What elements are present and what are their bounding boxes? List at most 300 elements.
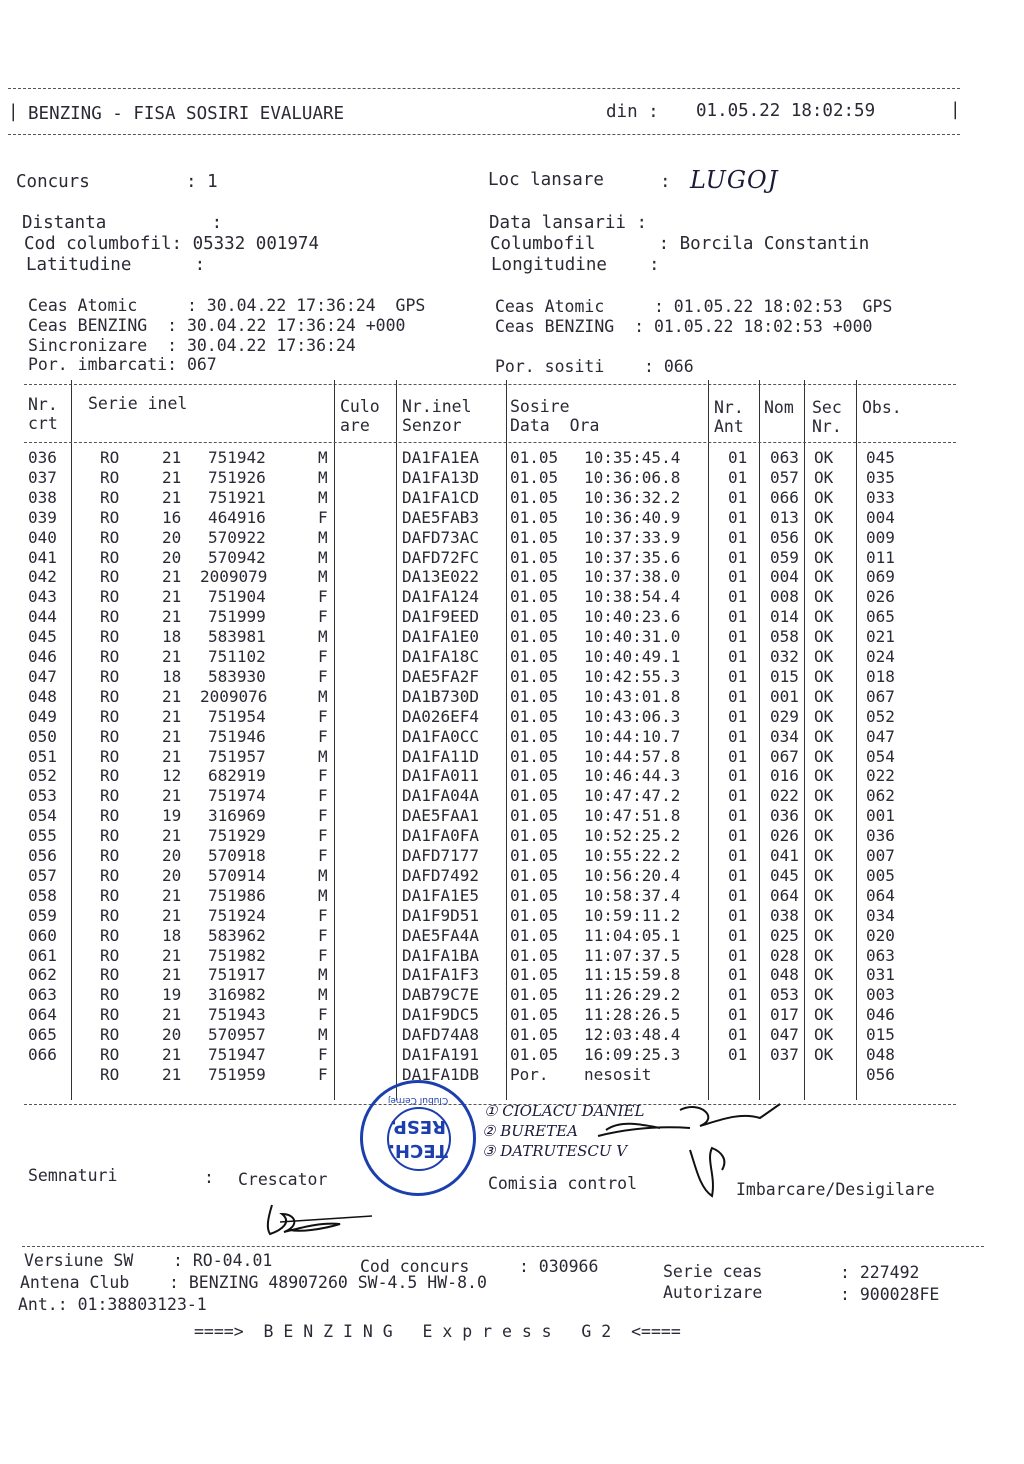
cell-ring-country: RO	[100, 925, 120, 945]
cell-arrival-date: 01.05	[510, 1025, 559, 1045]
cell-antenna: 01	[728, 547, 748, 567]
cell-arrival-date: 01.05	[510, 885, 559, 905]
cell-arrival-time: 10:36:32.2	[584, 487, 681, 507]
cell-observation: 069	[866, 567, 895, 587]
cell-arrival-time: 10:35:45.4	[584, 448, 681, 467]
cell-arrival-date: 01.05	[510, 686, 559, 706]
cell-sensor-id: DA026EF4	[402, 706, 480, 726]
cell-sensor-id: DAE5FA2F	[402, 666, 480, 686]
cell-row-nr: 036	[28, 448, 57, 467]
cell-ring-number: 464916	[208, 507, 266, 527]
cod-concurs: Cod concurs : 030966	[360, 1257, 599, 1276]
autorizare-label: Autorizare	[663, 1283, 763, 1302]
cell-arrival-date: 01.05	[510, 846, 559, 865]
cell-ring-country: RO	[100, 746, 120, 766]
cell-sensor-id: DA1FA191	[402, 1045, 480, 1064]
cell-sensor-id: DA1FA0CC	[402, 726, 480, 746]
cell-nominal: 047	[770, 1025, 799, 1045]
cell-row-nr: 056	[28, 846, 57, 865]
antena-club: Antena Club : BENZING 48907260 SW-4.5 HW-8.0	[20, 1273, 487, 1292]
cell-sex: F	[318, 587, 328, 607]
cell-antenna: 01	[728, 1005, 748, 1025]
cell-security: OK	[814, 1025, 834, 1045]
cell-ring-number: 751954	[208, 706, 266, 726]
cell-ring-year: 19	[162, 806, 182, 826]
loc-lansare-label: Loc lansare	[488, 170, 604, 190]
cell-sex: M	[318, 1025, 328, 1045]
cell-security: OK	[814, 666, 834, 686]
cell-sex: F	[318, 507, 328, 527]
crescator-label: Crescator	[238, 1170, 328, 1189]
cell-arrival-date: 01.05	[510, 985, 559, 1005]
data-lansarii-label: Data lansarii :	[489, 213, 648, 233]
cell-arrival-time: 10:42:55.3	[584, 666, 681, 686]
cell-ring-year: 21	[162, 945, 182, 965]
cell-row-nr: 054	[28, 806, 57, 826]
ceas-benzing-end: Ceas BENZING : 01.05.22 18:02:53 +000	[495, 317, 873, 336]
cell-observation: 056	[866, 1064, 895, 1084]
cell-sex: F	[318, 905, 328, 925]
cell-antenna: 01	[728, 766, 748, 786]
autorizare-value: : 900028FE	[840, 1285, 940, 1304]
header-sec-2: Nr.	[812, 417, 842, 436]
cell-arrival-time: nesosit	[584, 1064, 652, 1084]
cell-security: OK	[814, 527, 834, 547]
cell-ring-country: RO	[100, 885, 120, 905]
cell-ring-number: 751926	[208, 467, 266, 487]
sincronizare: Sincronizare : 30.04.22 17:36:24	[28, 336, 356, 355]
serie-ceas-value: : 227492	[840, 1263, 920, 1282]
cell-ring-number: 583981	[208, 627, 266, 647]
header-nr: Nr.	[28, 395, 58, 414]
cell-sex: F	[318, 806, 328, 826]
cell-antenna: 01	[728, 607, 748, 627]
cell-ring-number: 751917	[208, 965, 266, 985]
cell-observation: 005	[866, 865, 895, 885]
cell-ring-year: 21	[162, 467, 182, 487]
versiune-sw: Versiune SW : RO-04.01	[24, 1251, 273, 1270]
cell-row-nr: 042	[28, 567, 57, 587]
cell-arrival-time: 10:43:01.8	[584, 686, 681, 706]
cell-sex: F	[318, 666, 328, 686]
cell-ring-country: RO	[100, 846, 120, 865]
cell-ring-year: 21	[162, 905, 182, 925]
cell-sex: F	[318, 706, 328, 726]
cell-sensor-id: DA1FA11D	[402, 746, 480, 766]
cell-security: OK	[814, 865, 834, 885]
cell-nominal: 013	[770, 507, 799, 527]
cell-arrival-time: 10:44:57.8	[584, 746, 681, 766]
cell-arrival-time: 10:44:10.7	[584, 726, 681, 746]
cell-ring-country: RO	[100, 1045, 120, 1064]
cell-sex: F	[318, 766, 328, 786]
cell-nominal: 041	[770, 846, 799, 865]
cell-arrival-time: 11:15:59.8	[584, 965, 681, 985]
cell-nominal: 063	[770, 448, 799, 467]
cell-observation: 045	[866, 448, 895, 467]
cell-nominal: 038	[770, 905, 799, 925]
cell-arrival-date: 01.05	[510, 806, 559, 826]
cell-arrival-date: 01.05	[510, 627, 559, 647]
cell-nominal: 022	[770, 786, 799, 806]
cell-arrival-date: 01.05	[510, 1045, 559, 1064]
cell-observation: 018	[866, 666, 895, 686]
cell-ring-country: RO	[100, 686, 120, 706]
cell-antenna: 01	[728, 507, 748, 527]
cell-ring-year: 21	[162, 567, 182, 587]
cell-security: OK	[814, 985, 834, 1005]
cell-ring-year: 21	[162, 746, 182, 766]
cell-observation: 015	[866, 1025, 895, 1045]
cell-arrival-time: 10:58:37.4	[584, 885, 681, 905]
cell-row-nr: 045	[28, 627, 57, 647]
cell-ring-year: 20	[162, 846, 182, 865]
cell-row-nr: 058	[28, 885, 57, 905]
cell-row-nr: 037	[28, 467, 57, 487]
cell-ring-number: 751957	[208, 746, 266, 766]
cell-ring-year: 18	[162, 925, 182, 945]
cell-nominal: 016	[770, 766, 799, 786]
cell-nominal: 001	[770, 686, 799, 706]
cell-row-nr: 057	[28, 865, 57, 885]
cell-arrival-time: 11:28:26.5	[584, 1005, 681, 1025]
cell-ring-number: 2009076	[200, 686, 268, 706]
cell-security: OK	[814, 746, 834, 766]
por-imbarcati: Por. imbarcati: 067	[28, 355, 217, 374]
cell-arrival-time: 10:46:44.3	[584, 766, 681, 786]
cell-nominal: 048	[770, 965, 799, 985]
cell-arrival-time: 10:55:22.2	[584, 846, 681, 865]
cell-arrival-time: 10:40:23.6	[584, 607, 681, 627]
cell-sensor-id: DAFD72FC	[402, 547, 480, 567]
cell-security: OK	[814, 846, 834, 865]
header-din-label: din :	[606, 102, 659, 122]
header-data-ora: Data Ora	[510, 416, 600, 435]
cell-arrival-date: 01.05	[510, 786, 559, 806]
cell-ring-number: 583962	[208, 925, 266, 945]
header-left-bar: |	[8, 102, 19, 122]
cell-row-nr: 064	[28, 1005, 57, 1025]
cell-arrival-date: 01.05	[510, 607, 559, 627]
cell-ring-number: 751982	[208, 945, 266, 965]
cell-security: OK	[814, 706, 834, 726]
cell-ring-number: 751904	[208, 587, 266, 607]
antena-id: Ant.: 01:38803123-1	[18, 1295, 207, 1314]
cell-sex: M	[318, 965, 328, 985]
cell-observation: 011	[866, 547, 895, 567]
cell-sex: M	[318, 686, 328, 706]
cell-ring-year: 21	[162, 706, 182, 726]
cell-ring-country: RO	[100, 647, 120, 666]
cell-sensor-id: DA1FA1F3	[402, 965, 480, 985]
cell-nominal: 017	[770, 1005, 799, 1025]
cell-observation: 046	[866, 1005, 895, 1025]
cell-antenna: 01	[728, 726, 748, 746]
cell-ring-number: 2009079	[200, 567, 268, 587]
cell-arrival-time: 11:07:37.5	[584, 945, 681, 965]
cell-security: OK	[814, 925, 834, 945]
header-nom: Nom	[764, 398, 794, 417]
cell-arrival-time: 11:26:29.2	[584, 985, 681, 1005]
cell-observation: 009	[866, 527, 895, 547]
cell-ring-number: 570922	[208, 527, 266, 547]
cell-ring-number: 751102	[208, 647, 266, 666]
cell-sex: M	[318, 885, 328, 905]
loc-lansare-colon: :	[660, 172, 671, 192]
cell-sensor-id: DAFD7177	[402, 846, 480, 865]
cell-ring-number: 570957	[208, 1025, 266, 1045]
cell-sensor-id: DAE5FA4A	[402, 925, 480, 945]
cell-row-nr: 050	[28, 726, 57, 746]
cell-arrival-date: 01.05	[510, 746, 559, 766]
cell-ring-number: 751999	[208, 607, 266, 627]
cell-antenna: 01	[728, 448, 748, 467]
cell-ring-number: 751947	[208, 1045, 266, 1064]
cell-row-nr: 049	[28, 706, 57, 726]
cell-observation: 031	[866, 965, 895, 985]
cell-antenna: 01	[728, 945, 748, 965]
cell-nominal: 029	[770, 706, 799, 726]
cell-ring-number: 751924	[208, 905, 266, 925]
cell-arrival-time: 12:03:48.4	[584, 1025, 681, 1045]
cell-antenna: 01	[728, 467, 748, 487]
cell-sex: F	[318, 647, 328, 666]
cell-row-nr: 043	[28, 587, 57, 607]
cell-sex: M	[318, 985, 328, 1005]
cell-observation: 062	[866, 786, 895, 806]
cell-sex: F	[318, 1064, 328, 1084]
cell-nominal: 008	[770, 587, 799, 607]
cell-sensor-id: DA1FA1CD	[402, 487, 480, 507]
ceas-atomic-end: Ceas Atomic : 01.05.22 18:02:53 GPS	[495, 297, 893, 316]
cell-ring-year: 20	[162, 865, 182, 885]
cell-security: OK	[814, 885, 834, 905]
cell-arrival-date: 01.05	[510, 945, 559, 965]
longitudine-label: Longitudine :	[491, 255, 660, 275]
cell-observation: 054	[866, 746, 895, 766]
cell-antenna: 01	[728, 846, 748, 865]
semnaturi-label: Semnaturi	[28, 1166, 118, 1185]
cell-nominal: 053	[770, 985, 799, 1005]
cell-arrival-date: 01.05	[510, 547, 559, 567]
cell-observation: 001	[866, 806, 895, 826]
cell-row-nr: 039	[28, 507, 57, 527]
cell-antenna: 01	[728, 786, 748, 806]
cell-arrival-date: 01.05	[510, 507, 559, 527]
cell-sex: F	[318, 607, 328, 627]
cell-sex: F	[318, 826, 328, 846]
ceas-benzing-start: Ceas BENZING : 30.04.22 17:36:24 +000	[28, 316, 406, 335]
cell-observation: 067	[866, 686, 895, 706]
cell-arrival-date: 01.05	[510, 567, 559, 587]
cell-ring-country: RO	[100, 567, 120, 587]
cell-ring-country: RO	[100, 965, 120, 985]
cell-arrival-time: 10:37:35.6	[584, 547, 681, 567]
cell-security: OK	[814, 627, 834, 647]
cell-arrival-date: 01.05	[510, 467, 559, 487]
cell-row-nr: 048	[28, 686, 57, 706]
cell-sensor-id: DA1FA1BA	[402, 945, 480, 965]
cell-arrival-time: 10:43:06.3	[584, 706, 681, 726]
cell-ring-country: RO	[100, 666, 120, 686]
cell-row-nr: 044	[28, 607, 57, 627]
cell-ring-year: 16	[162, 507, 182, 527]
cell-sex: F	[318, 1045, 328, 1064]
cell-ring-country: RO	[100, 865, 120, 885]
cell-sensor-id: DA1F9D51	[402, 905, 480, 925]
cell-antenna: 01	[728, 527, 748, 547]
cell-arrival-date: 01.05	[510, 905, 559, 925]
cell-sex: M	[318, 567, 328, 587]
cell-ring-country: RO	[100, 487, 120, 507]
cell-arrival-date: 01.05	[510, 666, 559, 686]
cell-antenna: 01	[728, 587, 748, 607]
header-senzor: Senzor	[402, 416, 462, 435]
cell-arrival-date: Por.	[510, 1064, 549, 1084]
cell-sex: M	[318, 746, 328, 766]
cell-ring-country: RO	[100, 1025, 120, 1045]
cell-arrival-time: 10:37:38.0	[584, 567, 681, 587]
cell-ring-number: 570918	[208, 846, 266, 865]
cell-observation: 004	[866, 507, 895, 527]
cell-security: OK	[814, 487, 834, 507]
cell-ring-number: 751929	[208, 826, 266, 846]
cell-antenna: 01	[728, 985, 748, 1005]
cell-antenna: 01	[728, 706, 748, 726]
cell-ring-country: RO	[100, 706, 120, 726]
concurs-label: Concurs	[16, 172, 90, 192]
cell-ring-country: RO	[100, 547, 120, 567]
cell-antenna: 01	[728, 647, 748, 666]
cell-security: OK	[814, 1045, 834, 1064]
cod-columbofil: Cod columbofil: 05332 001974	[24, 234, 320, 254]
cell-observation: 007	[866, 846, 895, 865]
cell-observation: 052	[866, 706, 895, 726]
cell-ring-year: 18	[162, 666, 182, 686]
cell-sensor-id: DA13E022	[402, 567, 480, 587]
header-nr-ant-1: Nr.	[714, 398, 744, 417]
cell-observation: 020	[866, 925, 895, 945]
benzing-express-brand: ====> B E N Z I N G E x p r e s s G 2 <====	[194, 1322, 681, 1341]
loc-lansare-handwritten: LUGOJ	[690, 166, 779, 194]
cell-ring-country: RO	[100, 587, 120, 607]
cell-sensor-id: DAE5FAA1	[402, 806, 480, 826]
cell-security: OK	[814, 448, 834, 467]
cell-observation: 026	[866, 587, 895, 607]
cell-row-nr: 053	[28, 786, 57, 806]
cell-observation: 035	[866, 467, 895, 487]
cell-sex: F	[318, 846, 328, 865]
cell-ring-country: RO	[100, 945, 120, 965]
cell-arrival-time: 10:47:47.2	[584, 786, 681, 806]
cell-ring-year: 21	[162, 1064, 182, 1084]
cell-row-nr: 047	[28, 666, 57, 686]
cell-security: OK	[814, 766, 834, 786]
cell-row-nr: 065	[28, 1025, 57, 1045]
cell-antenna: 01	[728, 567, 748, 587]
cell-ring-country: RO	[100, 726, 120, 746]
cell-sensor-id: DA1FA1E0	[402, 627, 480, 647]
header-sec-1: Sec	[812, 398, 842, 417]
cell-antenna: 01	[728, 925, 748, 945]
cell-arrival-date: 01.05	[510, 726, 559, 746]
header-datetime: 01.05.22 18:02:59	[696, 101, 876, 121]
cell-antenna: 01	[728, 965, 748, 985]
cell-sensor-id: DAFD7492	[402, 865, 480, 885]
comisia-strike	[598, 1127, 690, 1136]
cell-ring-year: 21	[162, 826, 182, 846]
cell-row-nr: 038	[28, 487, 57, 507]
cell-ring-country: RO	[100, 507, 120, 527]
header-sosire: Sosire	[510, 397, 570, 416]
cell-security: OK	[814, 945, 834, 965]
cell-nominal: 026	[770, 826, 799, 846]
cell-security: OK	[814, 547, 834, 567]
cell-security: OK	[814, 965, 834, 985]
cell-arrival-date: 01.05	[510, 448, 559, 467]
cell-ring-country: RO	[100, 627, 120, 647]
cell-antenna: 01	[728, 1045, 748, 1064]
cell-observation: 034	[866, 905, 895, 925]
cell-nominal: 058	[770, 627, 799, 647]
cell-ring-country: RO	[100, 905, 120, 925]
cell-arrival-time: 10:47:51.8	[584, 806, 681, 826]
semnaturi-colon: :	[204, 1168, 214, 1187]
cell-ring-country: RO	[100, 448, 120, 467]
cell-arrival-date: 01.05	[510, 527, 559, 547]
header-culoare-1: Culo	[340, 397, 380, 416]
cell-arrival-date: 01.05	[510, 706, 559, 726]
cell-arrival-time: 10:37:33.9	[584, 527, 681, 547]
cell-nominal: 067	[770, 746, 799, 766]
cell-ring-year: 21	[162, 885, 182, 905]
cell-sex: M	[318, 865, 328, 885]
cell-nominal: 034	[770, 726, 799, 746]
cell-security: OK	[814, 567, 834, 587]
cell-ring-country: RO	[100, 766, 120, 786]
serie-ceas-label: Serie ceas	[663, 1262, 763, 1281]
cell-sex: M	[318, 527, 328, 547]
cell-nominal: 028	[770, 945, 799, 965]
cell-ring-number: 570914	[208, 865, 266, 885]
cell-sensor-id: DAFD74A8	[402, 1025, 480, 1045]
cell-ring-country: RO	[100, 527, 120, 547]
por-sositi: Por. sositi : 066	[495, 357, 694, 376]
cell-sensor-id: DAFD73AC	[402, 527, 480, 547]
cell-arrival-time: 16:09:25.3	[584, 1045, 681, 1064]
cell-ring-number: 751959	[208, 1064, 266, 1084]
cell-arrival-time: 10:36:06.8	[584, 467, 681, 487]
cell-ring-year: 21	[162, 786, 182, 806]
cell-nominal: 015	[770, 666, 799, 686]
cell-ring-number: 682919	[208, 766, 266, 786]
cell-security: OK	[814, 607, 834, 627]
cell-observation: 063	[866, 945, 895, 965]
cell-observation: 048	[866, 1045, 895, 1064]
stamp-text-resp: RESP.	[390, 1116, 446, 1137]
cell-sex: F	[318, 945, 328, 965]
cell-sex: M	[318, 448, 328, 467]
cell-row-nr: 062	[28, 965, 57, 985]
concurs-value: : 1	[186, 172, 218, 192]
cell-ring-number: 751921	[208, 487, 266, 507]
cell-observation: 021	[866, 627, 895, 647]
cell-observation: 036	[866, 826, 895, 846]
cell-sex: F	[318, 726, 328, 746]
cell-observation: 024	[866, 647, 895, 666]
cell-sensor-id: DA1FA1E5	[402, 885, 480, 905]
cell-row-nr: 066	[28, 1045, 57, 1064]
